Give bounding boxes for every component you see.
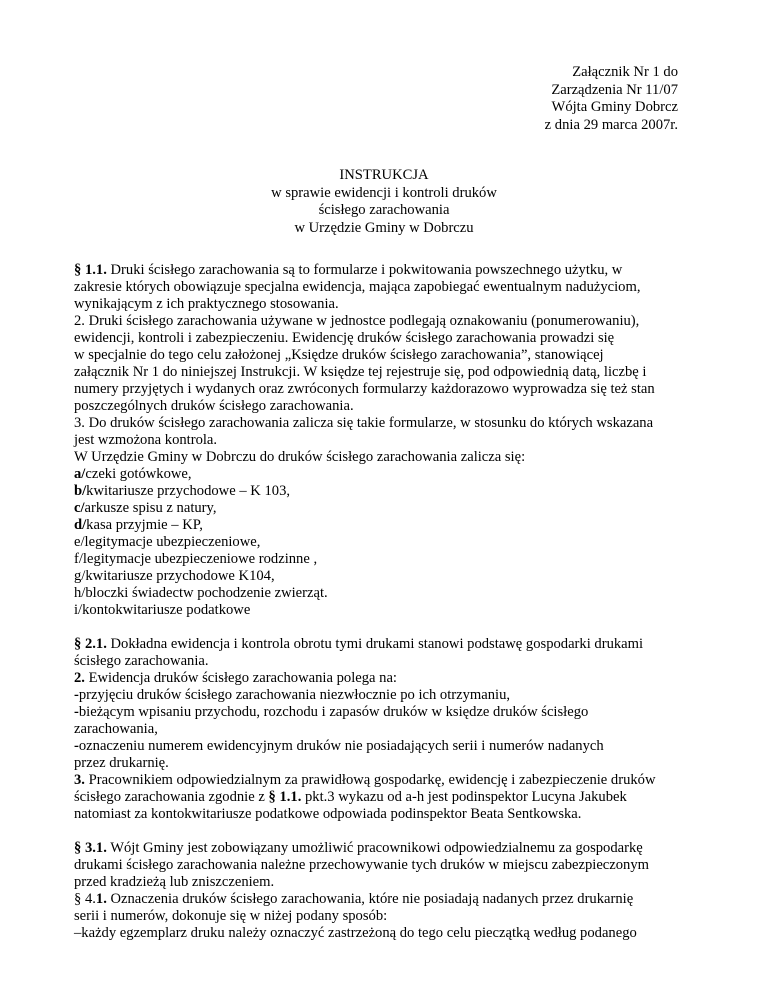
paragraph-line: poszczególnych druków ścisłego zarachowania.: [74, 398, 354, 414]
text: Ewidencja druków ścisłego zarachowania polega na:: [84, 670, 397, 686]
paragraph-line: drukami ścisłego zarachowania należne przechowywanie tych druków w miejscu zabezpieczonym: [74, 857, 649, 873]
title-line: ścisłego zarachowania: [318, 202, 450, 218]
list-item: [74, 483, 714, 500]
title-line: INSTRUKCJA: [339, 167, 429, 183]
paragraph-line: 2. Druki ścisłego zarachowania używane w jednostce podlegają oznakowaniu (ponumerowaniu),: [74, 313, 640, 329]
paragraph-line: ewidencji, kontroli i zabezpieczeniu. Ewidencję druków ścisłego zarachowania prowadzi się: [74, 330, 615, 346]
text: Pracownikiem odpowiedzialnym za prawidłową gospodarkę, ewidencję i zabezpieczenie druków: [84, 772, 656, 788]
list-item: [74, 738, 714, 755]
paragraph-line: [74, 636, 714, 653]
paragraph-line: [74, 262, 714, 279]
paragraph-line: W Urzędzie Gminy w Dobrczu do druków ścisłego zarachowania zalicza się:: [74, 449, 526, 465]
list-letter: c/: [74, 500, 85, 516]
list-text: kwitariusze przychodowe – K 103,: [86, 483, 291, 499]
list-item: [74, 466, 714, 483]
text: oznaczeniu numerem ewidencyjnym druków nie posiadających serii i numerów nadanych: [78, 738, 604, 754]
section-1: [74, 262, 714, 619]
attachment-header: [545, 64, 678, 134]
list-text: czeki gotówkowe,: [85, 466, 192, 482]
text: pkt.3 wykazu od a-h jest podinspektor Lucyna Jakubek: [301, 789, 627, 805]
document-title: [0, 167, 768, 237]
list-letter: a/: [74, 466, 86, 482]
paragraph-line: [74, 789, 714, 806]
list-letter: b/: [74, 483, 87, 499]
list-letter: d/: [74, 517, 87, 533]
paragraph-line: jest wzmożona kontrola.: [74, 432, 218, 448]
dash: -: [74, 687, 79, 703]
paragraph-gap: [74, 823, 714, 840]
title-line: w Urzędzie Gminy w Dobrczu: [294, 219, 474, 236]
text: Wójt Gminy jest zobowiązany umożliwić pracownikowi odpowiedzialnemu za gospodarkę: [106, 840, 643, 856]
paragraph-line: ścisłego zarachowania.: [74, 653, 209, 669]
section-number: § 4.: [74, 891, 96, 907]
paragraph-line: numery przyjętych i wydanych oraz zwróconych formularzy każdorazowo wyprowadza się też stan: [74, 381, 655, 397]
header-line: Wójta Gminy Dobrcz: [551, 99, 678, 115]
list-item: h/bloczki świadectw pochodzenie zwierząt.: [74, 585, 328, 601]
text: ścisłego zarachowania zgodnie z: [74, 789, 269, 805]
paragraph-line: zarachowania,: [74, 721, 158, 737]
section-number: § 3.1.: [74, 840, 107, 856]
list-item: g/kwitariusze przychodowe K104,: [74, 568, 275, 584]
section-number: § 1.1.: [74, 262, 107, 278]
text: przyjęciu druków ścisłego zarachowania niezwłocznie po ich otrzymaniu,: [78, 687, 511, 703]
header-line: Zarządzenia Nr 11/07: [551, 81, 678, 98]
list-item: [74, 704, 714, 721]
paragraph-line: przez drukarnię.: [74, 755, 169, 771]
section-reference: § 1.1.: [268, 789, 302, 805]
paragraph-line: zakresie których obowiązuje specjalna ewidencja, mająca zapobiegać ewentualnym nadużyciom,: [74, 279, 641, 295]
list-text: kasa przyjmie – KP,: [86, 517, 203, 533]
paragraph-line: wynikającym z ich praktycznego stosowania.: [74, 296, 339, 312]
point-number: 1.: [95, 891, 107, 907]
paragraph-line: [74, 670, 714, 687]
list-text: arkusze spisu z natury,: [84, 500, 217, 516]
header-line: z dnia 29 marca 2007r.: [544, 116, 678, 133]
text: Oznaczenia druków ścisłego zarachowania, które nie posiadają nadanych przez drukarnię: [106, 891, 634, 907]
text: Dokładna ewidencja i kontrola obrotu tymi drukami stanowi podstawę gospodarki drukami: [106, 636, 644, 652]
title-line: w sprawie ewidencji i kontroli druków: [271, 184, 497, 201]
paragraph-line: [74, 891, 714, 908]
paragraph-line: natomiast za kontokwitariusze podatkowe odpowiada podinspektor Beata Sentkowska.: [74, 806, 582, 822]
dash: -: [74, 738, 79, 754]
paragraph-line: przed kradzieżą lub zniszczeniem.: [74, 874, 275, 890]
point-number: 3.: [74, 772, 85, 788]
paragraph-line: 3. Do druków ścisłego zarachowania zalicza się takie formularze, w stosunku do których wskazana: [74, 415, 654, 431]
section-number: § 2.1.: [74, 636, 107, 652]
text: Druki ścisłego zarachowania są to formularze i pokwitowania powszechnego użytku, w: [106, 262, 623, 278]
section-3: [74, 840, 714, 942]
text: bieżącym wpisaniu przychodu, rozchodu i zapasów druków w księdze druków ścisłego: [78, 704, 589, 720]
paragraph-line: serii i numerów, dokonuje się w niżej podany sposób:: [74, 908, 388, 924]
paragraph-line: [74, 772, 714, 789]
list-item: f/legitymacje ubezpieczeniowe rodzinne ,: [74, 551, 318, 567]
paragraph-line: [74, 840, 714, 857]
paragraph-line: –każdy egzemplarz druku należy oznaczyć zastrzeżoną do tego celu pieczątką według podanego: [74, 925, 637, 941]
section-2: [74, 636, 714, 823]
document-body: [74, 262, 714, 942]
list-item: [74, 687, 714, 704]
list-item: [74, 517, 714, 534]
list-item: e/legitymacje ubezpieczeniowe,: [74, 534, 261, 550]
point-number: 2.: [74, 670, 85, 686]
header-line: Załącznik Nr 1 do: [572, 64, 678, 80]
list-item: i/kontokwitariusze podatkowe: [74, 602, 251, 618]
paragraph-line: załącznik Nr 1 do niniejszej Instrukcji. W księdze tej rejestruje się, pod odpowiednią datą, liczbę i: [74, 364, 647, 380]
dash: -: [74, 704, 79, 720]
list-item: [74, 500, 714, 517]
paragraph-line: w specjalnie do tego celu założonej „Księdze druków ścisłego zarachowania”, stanowiącej: [74, 347, 604, 363]
paragraph-gap: [74, 619, 714, 636]
